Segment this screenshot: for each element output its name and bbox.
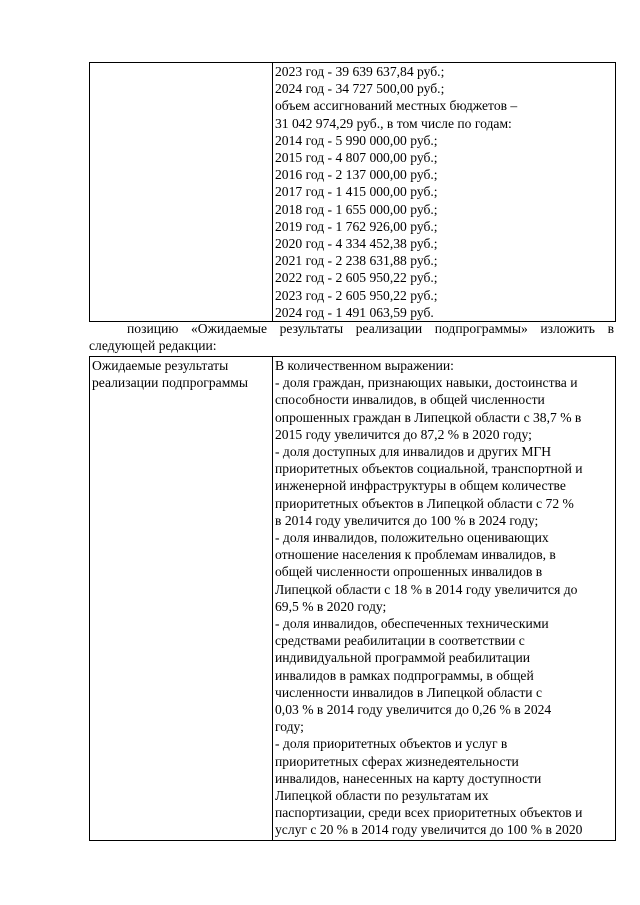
results-table <box>89 356 616 841</box>
results-line: приоритетных объектов социальной, транспортной и <box>275 461 583 477</box>
results-line: отношение населения к проблемам инвалидов, в <box>275 547 556 563</box>
results-line: услуг с 20 % в 2014 году увеличится до 100 % в 2020 <box>275 822 583 838</box>
funding-table <box>89 62 616 322</box>
instruction-paragraph <box>89 320 614 354</box>
instruction-line-2: следующей редакции: <box>89 338 217 354</box>
results-line: В количественном выражении: <box>275 358 454 373</box>
instruction-line-1: позицию «Ожидаемые результаты реализации подпрограммы» изложить в <box>127 321 614 336</box>
results-line: способности инвалидов, в общей численности <box>275 392 545 408</box>
results-table-content-cell <box>273 357 616 841</box>
results-line: приоритетных объектов в Липецкой области с 72 % <box>275 495 574 511</box>
funding-line: 2024 год - 1 491 063,59 руб. <box>275 304 434 320</box>
results-label-line-2: реализации подпрограммы <box>92 375 249 391</box>
funding-line: 2020 год - 4 334 452,38 руб.; <box>275 236 438 252</box>
funding-line: 31 042 974,29 руб., в том числе по годам: <box>275 115 512 131</box>
results-line: в 2014 году увеличится до 100 % в 2024 году; <box>275 512 539 528</box>
funding-line: 2023 год - 2 605 950,22 руб.; <box>275 287 438 303</box>
results-line: приоритетных сферах жизнедеятельности <box>275 753 519 769</box>
funding-line: объем ассигнований местных бюджетов – <box>275 98 518 114</box>
results-line: Липецкой области с 18 % в 2014 году увеличится до <box>275 581 578 597</box>
funding-line: 2014 год - 5 990 000,00 руб.; <box>275 132 438 148</box>
results-line: - доля граждан, признающих навыки, достоинства и <box>275 375 578 391</box>
results-line: индивидуальной программой реабилитации <box>275 650 531 666</box>
results-line: паспортизации, среди всех приоритетных объектов и <box>275 805 583 821</box>
funding-line: 2016 год - 2 137 000,00 руб.; <box>275 167 438 183</box>
results-line: - доля инвалидов, положительно оценивающих <box>275 530 549 546</box>
funding-table-left-cell <box>90 63 273 322</box>
results-line: инженерной инфраструктуры в общем количестве <box>275 478 566 494</box>
results-line: - доля инвалидов, обеспеченных техническими <box>275 616 549 632</box>
results-line: численности инвалидов в Липецкой области с <box>275 684 542 700</box>
funding-line: 2015 год - 4 807 000,00 руб.; <box>275 150 438 166</box>
funding-table-right-cell <box>273 63 616 322</box>
results-line: Липецкой области по результатам их <box>275 788 489 804</box>
funding-line: 2019 год - 1 762 926,00 руб.; <box>275 218 438 234</box>
results-line: общей численности опрошенных инвалидов в <box>275 564 543 580</box>
results-line: 69,5 % в 2020 году; <box>275 598 387 614</box>
results-line: - доля приоритетных объектов и услуг в <box>275 736 508 752</box>
results-line: году; <box>275 719 304 735</box>
results-line: инвалидов в рамках подпрограммы, в общей <box>275 667 534 683</box>
table-row <box>90 357 616 841</box>
funding-line: 2017 год - 1 415 000,00 руб.; <box>275 184 438 200</box>
funding-line: 2018 год - 1 655 000,00 руб.; <box>275 201 438 217</box>
results-line: 0,03 % в 2014 году увеличится до 0,26 % в 2024 <box>275 702 552 718</box>
results-line: - доля доступных для инвалидов и других МГН <box>275 444 552 460</box>
results-label-line-1: Ожидаемые результаты <box>92 358 229 373</box>
funding-line: 2024 год - 34 727 500,00 руб.; <box>275 81 445 97</box>
funding-line: 2021 год - 2 238 631,88 руб.; <box>275 253 438 269</box>
funding-line: 2023 год - 39 639 637,84 руб.; <box>275 64 445 79</box>
results-line: средствами реабилитации в соответствии с <box>275 633 525 649</box>
table-row <box>90 63 616 322</box>
results-line: опрошенных граждан в Липецкой области с 38,7 % в <box>275 409 582 425</box>
funding-line: 2022 год - 2 605 950,22 руб.; <box>275 270 438 286</box>
results-line: 2015 году увеличится до 87,2 % в 2020 году; <box>275 426 532 442</box>
results-line: инвалидов, нанесенных на карту доступности <box>275 770 542 786</box>
results-table-label-cell <box>90 357 273 841</box>
